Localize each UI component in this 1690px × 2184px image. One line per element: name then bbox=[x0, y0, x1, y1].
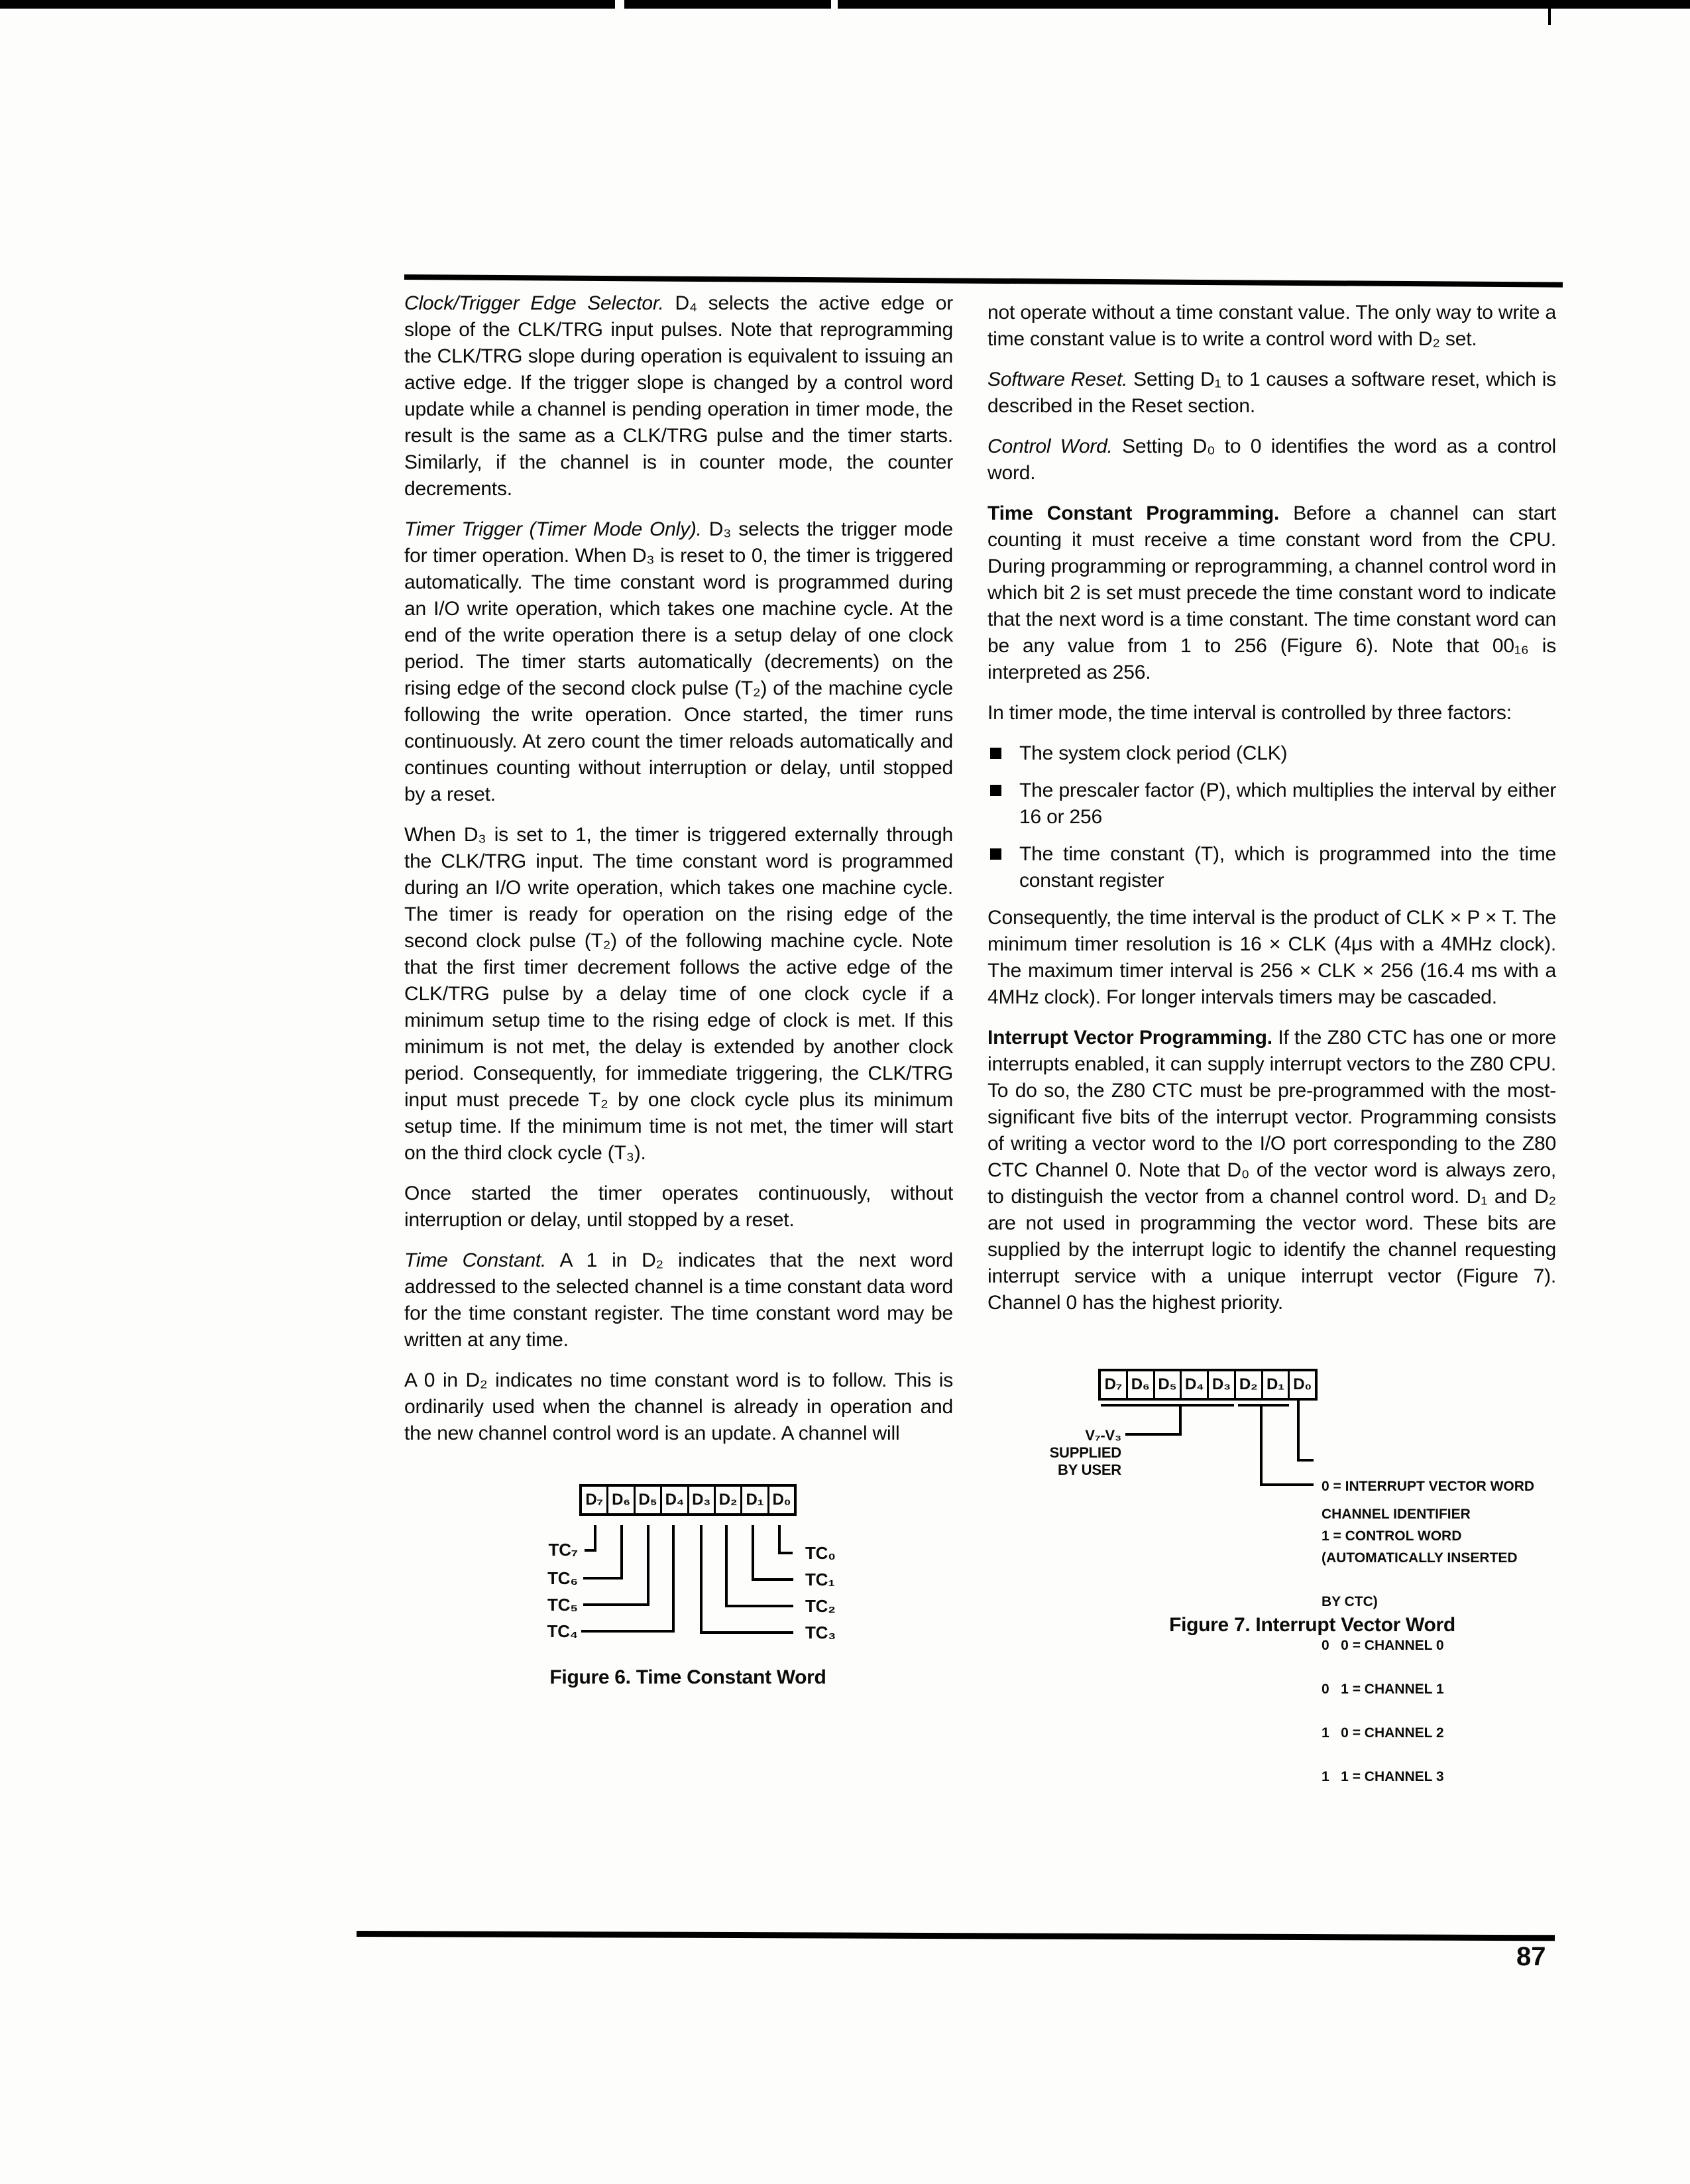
legend-channel-identifier bbox=[1322, 1478, 1518, 1813]
user-label-line: BY USER bbox=[1058, 1462, 1121, 1478]
label-tc2: TC₂ bbox=[805, 1596, 836, 1616]
paragraph-d3-set-to-1 bbox=[404, 822, 953, 1167]
legend-line: CHANNEL IDENTIFIER bbox=[1322, 1507, 1471, 1522]
legend-line: 0 1 = CHANNEL 1 bbox=[1322, 1682, 1444, 1697]
bullet-text: The system clock period (CLK) bbox=[1019, 742, 1288, 764]
paragraph-text: In timer mode, the time interval is controlled by three factors: bbox=[987, 702, 1512, 724]
bit-cell-d6: D₆ bbox=[1126, 1371, 1153, 1398]
bit-cell-d4: D₄ bbox=[660, 1487, 687, 1513]
bit-cell-d3: D₃ bbox=[687, 1487, 714, 1513]
paragraph-text: Consequently, the time interval is the product of CLK × P × T. The minimum timer resolution is 16 × CLK (4μs with a 4MHz clock). The maximum timer interval is 256 × CLK × 256 (16.4 ms with a 4MHz clock). For longer intervals timers may be cascaded. bbox=[987, 907, 1556, 1008]
paragraph-text: When D₃ is set to 1, the timer is triggered externally through the CLK/TRG input. The time constant word is programmed during an I/O write operation, which takes one machine cycle. The timer is ready for operation on the rising edge of the second clock pulse (T₂) of the following machine cycle. Note that the first timer decrement follows the active edge of the CLK/TRG pulse by a delay time of one clock cycle if a minimum setup time to the rising edge of clock is met. If this minimum is not met, the delay is extended by another clock period. Consequently, for immediate triggering, the CLK/TRG input must precede T₂ by one clock cycle plus its minimum setup time. If the minimum time is not met, the timer will start on the third clock cycle (T₃). bbox=[404, 824, 953, 1164]
figure-7-interrupt-vector-word bbox=[987, 1334, 1591, 1784]
bit-cell-d5: D₅ bbox=[1153, 1371, 1180, 1398]
figure-6-caption: Figure 6. Time Constant Word bbox=[549, 1666, 826, 1688]
label-tc6: TC₆ bbox=[547, 1568, 578, 1588]
paragraph-text: Setting D₁ to 1 causes a software reset, which is described in the Reset section. bbox=[987, 369, 1556, 417]
paragraph-text: If the Z80 CTC has one or more interrupts enabled, it can supply interrupt vectors to the Z80 CPU. To do so, the Z80 CTC must be pre-programmed with the most-significant five bits of the interrupt vector. Programming consists of writing a vector word to the I/O port corresponding to the Z80 CTC Channel 0. Note that D₀ of the vector word is always zero, to distinguish the vector from a channel control word. D₁ and D₂ are not used in programming the vector word. These bits are supplied by the interrupt logic to identify the channel requesting interrupt service with a unique interrupt vector (Figure 7). Channel 0 has the highest priority. bbox=[987, 1027, 1556, 1314]
paragraph-text: Once started the timer operates continuously, without interruption or delay, until stopped by a reset. bbox=[404, 1182, 953, 1231]
paragraph-software-reset bbox=[987, 367, 1556, 420]
bit-cell-d6: D₆ bbox=[606, 1487, 633, 1513]
paragraph-text: Before a channel can start counting it must receive a time constant word from the CPU. During programming or reprogramming, a channel control word in which bit 2 is set must precede the time constant word to indicate that the next word is a time constant. The time constant word can be any value from 1 to 256 (Figure 6). Note that 00₁₆ is interpreted as 256. bbox=[987, 502, 1556, 683]
bit-cell-d1: D₁ bbox=[1261, 1371, 1288, 1398]
figure-6-bit-register bbox=[579, 1484, 797, 1516]
bit-cell-d4: D₄ bbox=[1180, 1371, 1207, 1398]
paragraph-lead: Control Word. bbox=[987, 435, 1113, 457]
figure-7-bit-register bbox=[1098, 1369, 1318, 1401]
bit-cell-d3: D₃ bbox=[1207, 1371, 1234, 1398]
bullet-text: The prescaler factor (P), which multiplies the interval by either 16 or 256 bbox=[1019, 779, 1556, 828]
paragraph-text: D₃ selects the trigger mode for timer operation. When D₃ is reset to 0, the timer is triggered automatically. The time constant word is programmed during an I/O write operation, which takes one machine cycle. At the end of the write operation there is a setup delay of one clock period. The timer starts automatically (decrements) on the rising edge of the second clock pulse (T₂) of the machine cycle following the write operation. Once started, the timer runs continuously. At zero count the timer reloads automatically and continues counting without interruption or delay, until stopped by a reset. bbox=[404, 518, 953, 805]
paragraph-control-word bbox=[987, 433, 1556, 487]
paragraph-lead: Software Reset. bbox=[987, 369, 1128, 390]
square-bullet-icon bbox=[990, 748, 1001, 759]
label-v7-v3-supplied-by-user bbox=[1007, 1427, 1121, 1479]
paragraph-text: A 1 in D₂ indicates that the next word addressed to the selected channel is a time constant data word for the time constant register. The time constant word may be written at any time. bbox=[404, 1249, 953, 1351]
paragraph-lead: Interrupt Vector Programming. bbox=[987, 1027, 1272, 1049]
legend-line: 0 0 = CHANNEL 0 bbox=[1322, 1638, 1444, 1653]
figure-6-time-constant-word bbox=[516, 1466, 860, 1699]
bullet-item-clk bbox=[990, 740, 1556, 767]
paragraph-zero-in-d2 bbox=[404, 1367, 953, 1447]
bit-cell-d7: D₇ bbox=[1104, 1375, 1123, 1393]
bullet-item-prescaler bbox=[990, 777, 1556, 831]
left-column bbox=[404, 290, 953, 1699]
paragraph-lead: Timer Trigger (Timer Mode Only). bbox=[404, 518, 702, 540]
user-label-line: SUPPLIED bbox=[1049, 1444, 1121, 1461]
scan-tick-mark bbox=[1548, 0, 1551, 25]
paragraph-timer-mode-factors bbox=[987, 700, 1556, 726]
paragraph-lead: Time Constant. bbox=[404, 1249, 547, 1271]
paragraph-lead: Time Constant Programming. bbox=[987, 502, 1280, 524]
bit-cell-d0: D₀ bbox=[1288, 1371, 1315, 1398]
paragraph-text: Setting D₀ to 0 identifies the word as a control word. bbox=[987, 435, 1556, 484]
scan-top-bar bbox=[0, 0, 1690, 9]
bit-cell-d7: D₇ bbox=[585, 1491, 603, 1509]
page-number: 87 bbox=[1516, 1942, 1546, 1971]
bit-cell-d2: D₂ bbox=[714, 1487, 740, 1513]
bit-cell-d1: D₁ bbox=[740, 1487, 767, 1513]
label-tc1: TC₁ bbox=[805, 1570, 835, 1589]
right-column bbox=[987, 300, 1556, 1784]
top-rule bbox=[404, 274, 1563, 288]
legend-line: 0 = INTERRUPT VECTOR WORD bbox=[1322, 1479, 1535, 1494]
bullet-text: The time constant (T), which is programmed into the time constant register bbox=[1019, 843, 1556, 891]
label-tc4: TC₄ bbox=[547, 1621, 578, 1641]
bottom-rule bbox=[357, 1931, 1555, 1941]
square-bullet-icon bbox=[990, 785, 1001, 796]
user-label-line: V₇-V₃ bbox=[1085, 1427, 1121, 1444]
legend-line: 1 = CONTROL WORD bbox=[1322, 1528, 1462, 1544]
paragraph-text: A 0 in D₂ indicates no time constant word is to follow. This is ordinarily used when the channel is already in operation and the new channel control word is an update. A channel will bbox=[404, 1369, 953, 1444]
bit-cell-d0: D₀ bbox=[767, 1487, 794, 1513]
label-tc5: TC₅ bbox=[547, 1595, 578, 1615]
label-tc0: TC₀ bbox=[805, 1543, 836, 1563]
paragraph-lead: Clock/Trigger Edge Selector. bbox=[404, 292, 664, 314]
scan-top-bar-gap bbox=[831, 0, 838, 9]
square-bullet-icon bbox=[990, 848, 1001, 860]
paragraph-clock-trigger-edge-selector bbox=[404, 290, 953, 502]
label-tc7: TC₇ bbox=[548, 1540, 578, 1560]
legend-line: 1 0 = CHANNEL 2 bbox=[1322, 1725, 1444, 1741]
label-tc3: TC₃ bbox=[805, 1623, 836, 1642]
bit-cell-d2: D₂ bbox=[1234, 1371, 1261, 1398]
legend-line: 1 1 = CHANNEL 3 bbox=[1322, 1769, 1444, 1784]
scan-top-bar-gap bbox=[615, 0, 624, 9]
paragraph-time-constant-programming bbox=[987, 500, 1556, 686]
bit-cell-d5: D₅ bbox=[634, 1487, 660, 1513]
paragraph-consequently bbox=[987, 905, 1556, 1011]
paragraph-not-operate bbox=[987, 300, 1556, 353]
paragraph-once-started bbox=[404, 1180, 953, 1234]
paragraph-timer-trigger bbox=[404, 516, 953, 808]
paragraph-interrupt-vector-programming bbox=[987, 1025, 1556, 1316]
figure-7-caption: Figure 7. Interrupt Vector Word bbox=[1169, 1614, 1455, 1636]
legend-line: (AUTOMATICALLY INSERTED bbox=[1322, 1550, 1518, 1566]
bullet-item-time-constant bbox=[990, 841, 1556, 894]
legend-line: BY CTC) bbox=[1322, 1594, 1378, 1609]
paragraph-text: D₄ selects the active edge or slope of the CLK/TRG input pulses. Note that reprogramming the CLK/TRG slope during operation is equivalent to issuing an active edge. If the trigger slope is changed by a control word update while a channel is pending operation in timer mode, the result is the same as a CLK/TRG pulse and the timer starts. Similarly, if the channel is in counter mode, the counter decrements. bbox=[404, 292, 954, 500]
paragraph-time-constant bbox=[404, 1247, 953, 1353]
paragraph-text: not operate without a time constant value. The only way to write a time constant value is to write a control word with D₂ set. bbox=[987, 302, 1556, 350]
